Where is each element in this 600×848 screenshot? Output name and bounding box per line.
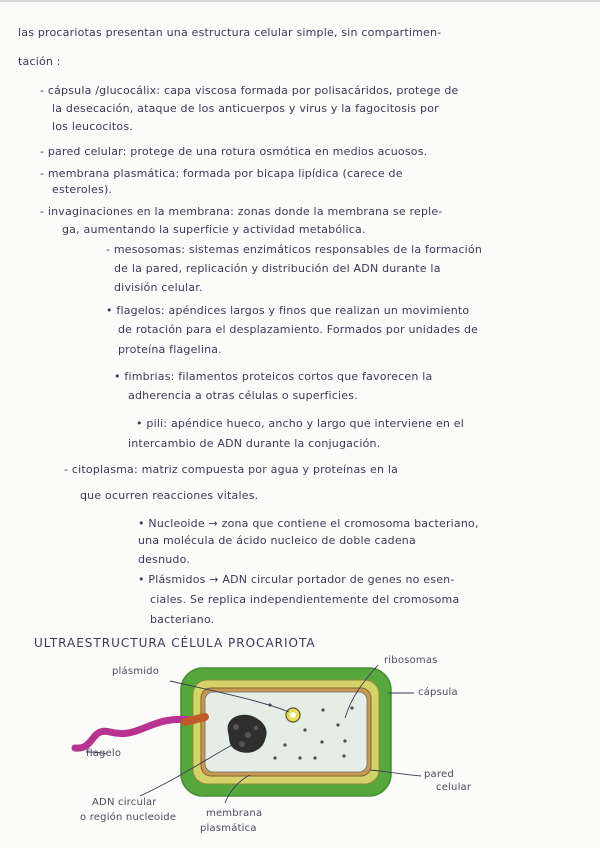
label-plasmido: plásmido — [112, 666, 160, 677]
capsula-line-1: - cápsula /glucocálix: capa viscosa formada por polisacáridos, protege de — [40, 84, 459, 97]
membrana-line-2: esteroles). — [52, 183, 113, 196]
diagram-title: ULTRAESTRUCTURA CÉLULA PROCARIOTA — [34, 636, 316, 650]
label-capsula: cápsula — [418, 687, 458, 698]
nucleoide-line-2: una molécula de ácido nucleico de doble cadena — [138, 534, 416, 547]
pili-line-2: intercambio de ADN durante la conjugación. — [128, 437, 381, 450]
intro-line-1: las procariotas presentan una estructura celular simple, sin compartimen- — [18, 26, 442, 39]
capsula-line-3: los leucocitos. — [52, 120, 133, 133]
flagelos-line-2: de rotación para el desplazamiento. Formados por unidades de — [118, 323, 479, 336]
nucleoide-line-3: desnudo. — [138, 553, 191, 566]
flagelo-base — [185, 717, 205, 722]
mesosomas-line-3: división celular. — [114, 281, 203, 294]
label-ribosomas: ribosomas — [384, 655, 438, 666]
plasmidos-line-3: bacteriano. — [150, 613, 215, 626]
membrana-line-1: - membrana plasmática: formada por bicapa lipídica (carece de — [40, 167, 403, 180]
invaginaciones-line-2: ga, aumentando la superficie y actividad metabólica. — [62, 223, 366, 236]
nucleoide-line-1: • Nucleoide → zona que contiene el cromosoma bacteriano, — [138, 517, 479, 530]
mesosomas-line-2: de la pared, replicación y distribución del ADN durante la — [114, 262, 441, 275]
citoplasma-line-1: - citoplasma: matriz compuesta por agua y proteínas en la — [64, 463, 399, 476]
label-membrana-1: membrana — [206, 808, 263, 819]
flagelo-shape — [75, 719, 191, 748]
flagelos-line-3: proteína flagelina. — [118, 343, 222, 356]
label-pared-2: celular — [436, 782, 472, 793]
pared-line-1: - pared celular: protege de una rotura osmótica en medios acuosos. — [40, 145, 428, 158]
fimbrias-line-2: adherencia a otras células o superficies. — [128, 389, 358, 402]
label-adn-2: o región nucleoide — [80, 812, 177, 823]
label-pared-1: pared — [424, 769, 454, 780]
label-membrana-2: plasmática — [200, 823, 257, 834]
fimbrias-line-1: • fimbrias: filamentos proteicos cortos que favorecen la — [114, 370, 433, 383]
capsula-line-2: la desecación, ataque de los anticuerpos y virus y la fagocitosis por — [52, 102, 439, 115]
flagelos-line-1: • flagelos: apéndices largos y finos que realizan un movimiento — [106, 304, 470, 317]
label-adn-1: ADN circular — [92, 797, 157, 808]
intro-line-2: tación : — [18, 55, 61, 68]
mesosomas-line-1: - mesosomas: sistemas enzimáticos responsables de la formación — [106, 243, 483, 256]
citoplasma-line-2: que ocurren reacciones vitales. — [80, 489, 259, 502]
pili-line-1: • pili: apéndice hueco, ancho y largo que interviene en el — [136, 417, 465, 430]
plasmidos-line-1: • Plásmidos → ADN circular portador de genes no esen- — [138, 573, 455, 586]
label-flagelo: flagelo — [86, 748, 122, 759]
plasmidos-line-2: ciales. Se replica independientemente del cromosoma — [150, 593, 460, 606]
invaginaciones-line-1: - invaginaciones en la membrana: zonas donde la membrana se reple- — [40, 205, 443, 218]
